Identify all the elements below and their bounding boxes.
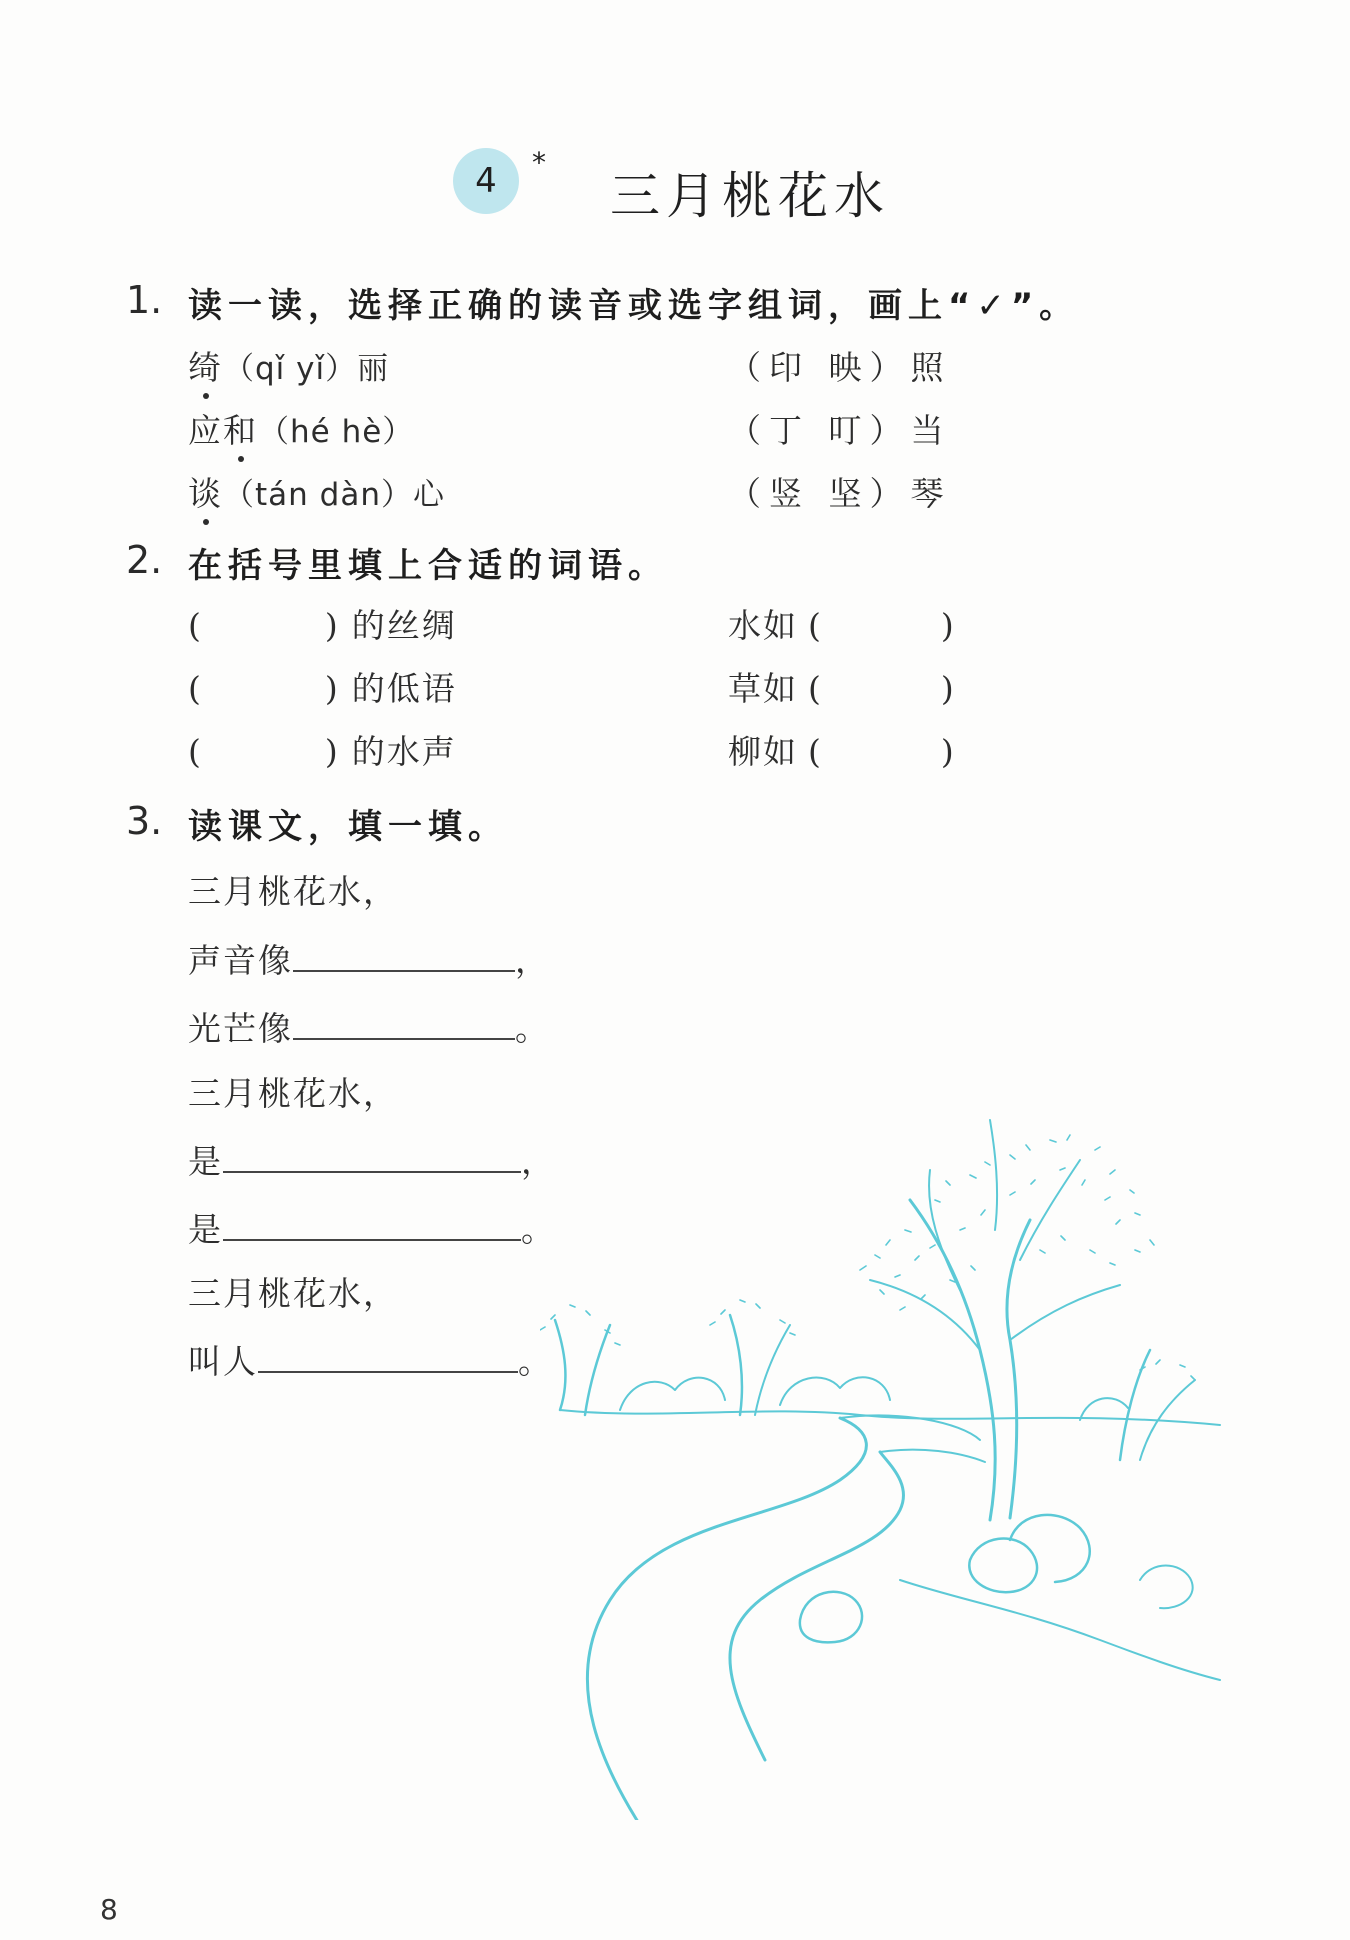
poem-line-4: 三月桃花水， [188,1074,398,1113]
answer-blank[interactable] [258,1335,518,1373]
pinyin-choice: （tán dàn）心 [223,477,445,513]
pinyin-choice: （qǐ yǐ）丽 [223,351,390,387]
page-number: 8 [100,1893,118,1926]
q2-right-blank-3[interactable]: 柳如 ( ) [728,732,956,771]
poem-fill-line-8[interactable]: 叫人 。 [188,1335,553,1383]
poem-fill-line-6[interactable]: 是 。 [188,1203,556,1251]
q1-right-item-3[interactable]: （竖 坚）琴 [728,474,952,513]
poem-line-1: 三月桃花水， [188,872,398,911]
q2-left-blank-2[interactable]: ( ) 的低语 [188,669,457,708]
answer-blank[interactable] [223,1203,521,1241]
q2-left-blank-1[interactable]: ( ) 的丝绸 [188,606,457,645]
q1-right-item-1[interactable]: （印 映）照 [728,348,952,387]
answer-blank[interactable] [293,934,515,972]
answer-blank[interactable] [293,1002,515,1040]
answer-blank[interactable] [223,1135,521,1173]
q1-left-item-2[interactable]: 应和（hé hè） [188,405,414,452]
q2-right-blank-2[interactable]: 草如 ( ) [728,669,956,708]
lesson-marker: * [532,146,546,179]
q1-left-item-3[interactable] [188,468,445,515]
dotted-char: 谈 [188,468,223,515]
dotted-char: 和 [223,405,258,452]
poem-fill-line-3[interactable]: 光芒像 。 [188,1002,550,1050]
q2-instruction: 在括号里填上合适的词语。 [188,546,668,586]
poem-fill-line-5[interactable]: 是 ， [188,1135,556,1183]
poem-line-7: 三月桃花水， [188,1274,398,1313]
q1-instruction: 读一读，选择正确的读音或选字组词，画上“✓”。 [188,286,1080,326]
q2-number: 2. [126,538,163,582]
poem-fill-line-2[interactable]: 声音像 ， [188,934,550,982]
q3-instruction: 读课文，填一填。 [188,807,508,847]
q1-left-item-1[interactable] [188,342,389,389]
stream-trees-illustration [540,1080,1230,1820]
lesson-title: 三月桃花水 [610,167,890,225]
pinyin-choice: （hé hè） [258,414,415,450]
q2-right-blank-1[interactable]: 水如 ( ) [728,606,956,645]
dotted-char: 绮 [188,342,223,389]
lesson-number: 4 [475,161,497,201]
q3-number: 3. [126,799,163,843]
q1-number: 1. [126,278,163,322]
q1-right-item-2[interactable]: （丁 叮）当 [728,411,952,450]
q2-left-blank-3[interactable]: ( ) 的水声 [188,732,457,771]
